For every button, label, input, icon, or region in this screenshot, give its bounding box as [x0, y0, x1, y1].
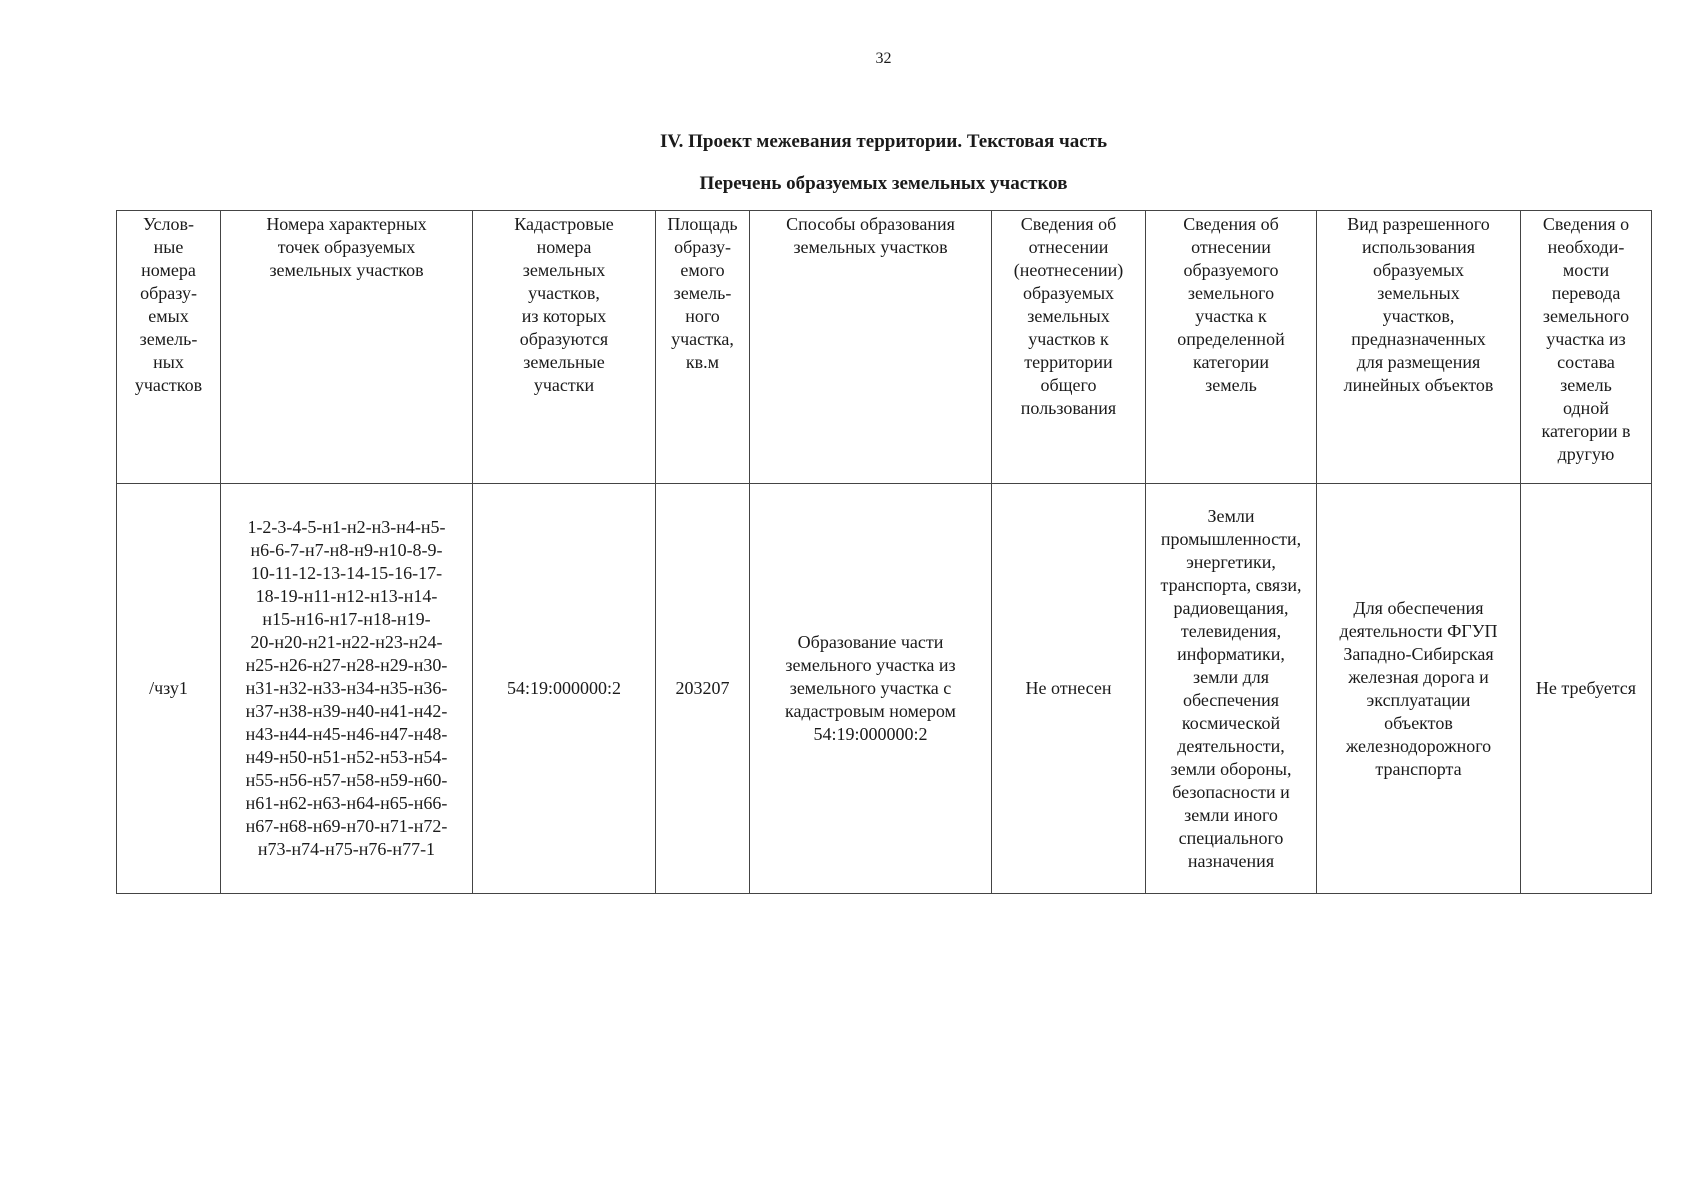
- cell-permitted-use: Для обеспечения деятельности ФГУП Западно-Сибирская железная дорога и эксплуатации объектов железнодорожного транспорта: [1317, 484, 1521, 894]
- page-number: 32: [875, 50, 892, 67]
- table-title: Перечень образуемых земельных участков: [699, 173, 1068, 194]
- table-header-row: [117, 211, 1652, 484]
- header-permitted-use: Вид разрешенного использования образуемых земельных участков, предназначенных для размещения линейных объектов: [1317, 211, 1521, 484]
- header-category-transfer: Сведения о необходи- мости перевода земельного участка из состава земель одной категории в другую: [1521, 211, 1652, 484]
- cell-public-use-status: Не отнесен: [992, 484, 1146, 894]
- header-land-category: Сведения об отнесении образуемого земельного участка к определенной категории земель: [1146, 211, 1317, 484]
- cell-conditional-number: /чзу1: [117, 484, 221, 894]
- header-public-use-status: Сведения об отнесении (неотнесении) образуемых земельных участков к территории общего пользования: [992, 211, 1146, 484]
- cell-source-cadastral-number: 54:19:000000:2: [473, 484, 656, 894]
- cell-boundary-points: 1-2-3-4-5-н1-н2-н3-н4-н5- н6-6-7-н7-н8-н9-н10-8-9- 10-11-12-13-14-15-16-17- 18-19-н11-н12-н13-н14- н15-н16-н17-н18-н19- 20-н20-н21-н22-н23-н24- н25-н26-н27-н28-н29-н30- н31-н32-н33-н34-н35-н36- н37-н38-н39-н40-н41-н42- н43-н44-н45-н46-н47-н48- н49-н50-н51-н52-н53-н54- н55-н56-н57-н58-н59-н60- н61-н62-н63-н64-н65-н66- н67-н68-н69-н70-н71-н72- н73-н74-н75-н76-н77-1: [221, 484, 473, 894]
- header-boundary-points: Номера характерных точек образуемых земельных участков: [221, 211, 473, 484]
- cell-formation-method: Образование части земельного участка из земельного участка с кадастровым номером 54:19:000000:2: [750, 484, 992, 894]
- land-parcels-table: [116, 210, 1652, 894]
- cell-category-transfer: Не требуется: [1521, 484, 1652, 894]
- cell-land-category: Земли промышленности, энергетики, транспорта, связи, радиовещания, телевидения, информатики, земли для обеспечения космической деятельности, земли обороны, безопасности и земли иного специального назначения: [1146, 484, 1317, 894]
- header-source-cadastral-numbers: Кадастровые номера земельных участков, из которых образуются земельные участки: [473, 211, 656, 484]
- header-area: Площадь образу- емого земель- ного участка, кв.м: [656, 211, 750, 484]
- table-row: [117, 484, 1652, 894]
- header-conditional-numbers: Услов- ные номера образу- емых земель- ных участков: [117, 211, 221, 484]
- section-title: IV. Проект межевания территории. Текстовая часть: [659, 131, 1108, 152]
- header-formation-method: Способы образования земельных участков: [750, 211, 992, 484]
- cell-area: 203207: [656, 484, 750, 894]
